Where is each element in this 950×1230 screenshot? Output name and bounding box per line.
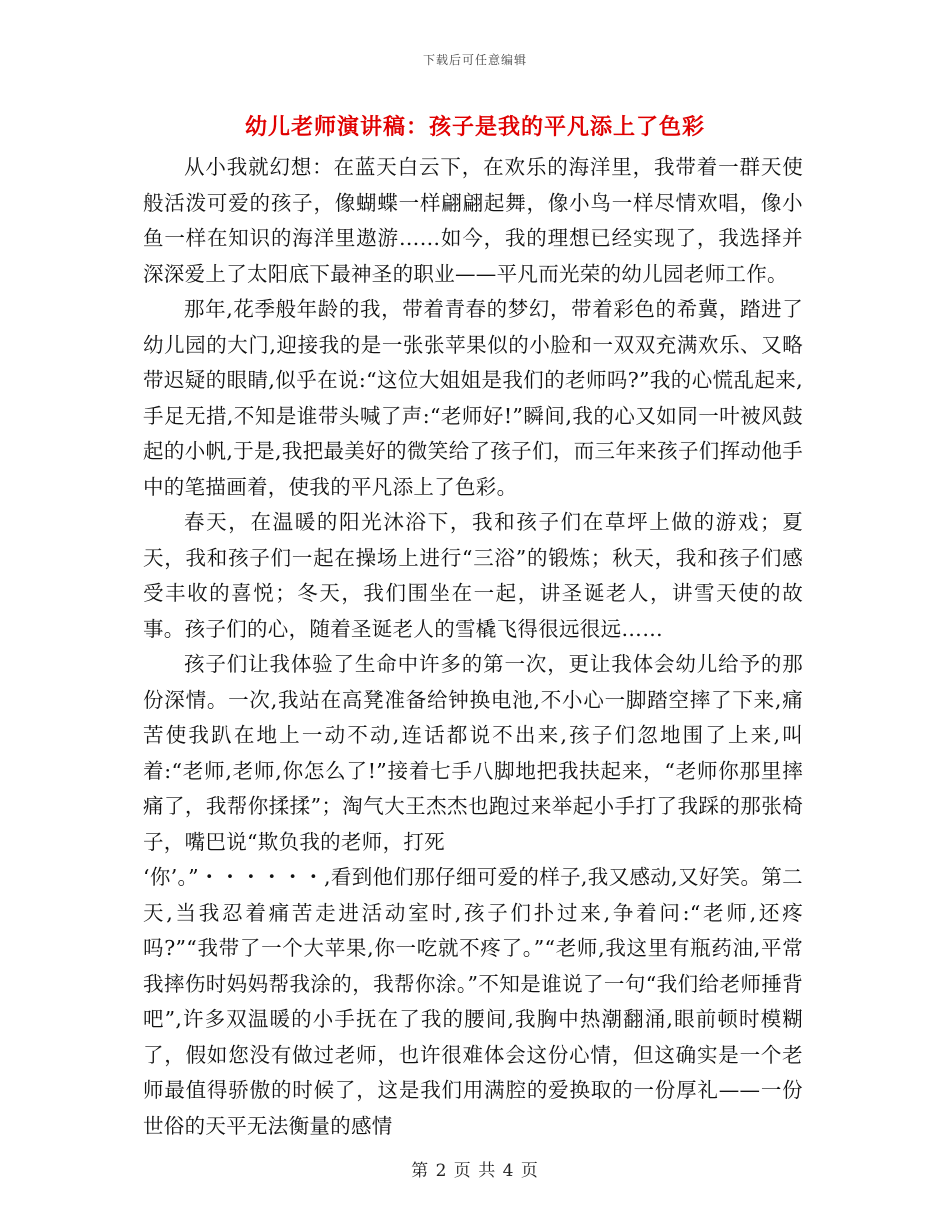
document-body [143,150,803,1144]
paragraph: 春天，在温暖的阳光沐浴下，我和孩子们在草坪上做的游戏；夏天，我和孩子们一起在操场上进行“三浴”的锻炼；秋天，我和孩子们感受丰收的喜悦；冬天，我们围坐在一起，讲圣诞老人，讲雪天使的故事。孩子们的心，随着圣诞老人的雪橇飞得很远很远…… [143,510,803,641]
paragraph: ‘你’。”・・・・・・,看到他们那仔细可爱的样子,我又感动,又好笑。第二天,当我忍着痛苦走进活动室时,孩子们扑过来,争着问:“老师,还疼吗?”“我带了一个大苹果,你一吃就不疼了。”“老师,我这里有瓶药油,平常我摔伤时妈妈帮我涂的，我帮你涂。”不知是谁说了一句“我们给老师捶背吧”,许多双温暖的小手抚在了我的腰间,我胸中热潮翻涌,眼前顿时模糊了，假如您没有做过老师，也许很难体会这份心情，但这确实是一个老师最值得骄傲的时候了，这是我们用满腔的爱换取的一份厚礼——一份世俗的天平无法衡量的感情 [143,865,803,1138]
paragraph: 那年,花季般年龄的我，带着青春的梦幻，带着彩色的希冀，踏进了幼儿园的大门,迎接我的是一张张苹果似的小脸和一双双充满欢乐、又略带迟疑的眼睛,似乎在说:“这位大姐姐是我们的老师吗?”我的心慌乱起来,手足无措,不知是谁带头喊了声:“老师好!”瞬间,我的心又如同一叶被风鼓起的小帆,于是,我把最美好的微笑给了孩子们，而三年来孩子们挥动他手中的笔描画着，使我的平凡添上了色彩。 [143,297,803,499]
paragraph: 孩子们让我体验了生命中许多的第一次，更让我体会幼儿给予的那份深情。一次,我站在高凳准备给钟换电池,不小心一脚踏空摔了下来,痛苦使我趴在地上一动不动,连话都说不出来,孩子们忽地围了上来,叫着:“老师,老师,你怎么了!”接着七手八脚地把我扶起来，“老师你那里摔痛了，我帮你揉揉”；淘气大王杰杰也跑过来举起小手打了我踩的那张椅子，嘴巴说“欺负我的老师，打死 [143,652,803,854]
page-number: 第 2 页 共 4 页 [411,1161,539,1181]
document-title: 幼儿老师演讲稿：孩子是我的平凡添上了色彩 [244,114,705,140]
header-note: 下载后可任意编辑 [422,53,527,67]
paragraph: 从小我就幻想：在蓝天白云下，在欢乐的海洋里，我带着一群天使般活泼可爱的孩子，像蝴蝶一样翩翩起舞，像小鸟一样尽情欢唱，像小鱼一样在知识的海洋里遨游……如今，我的理想已经实现了，我选择并深深爱上了太阳底下最神圣的职业——平凡而光荣的幼儿园老师工作。 [143,155,803,286]
